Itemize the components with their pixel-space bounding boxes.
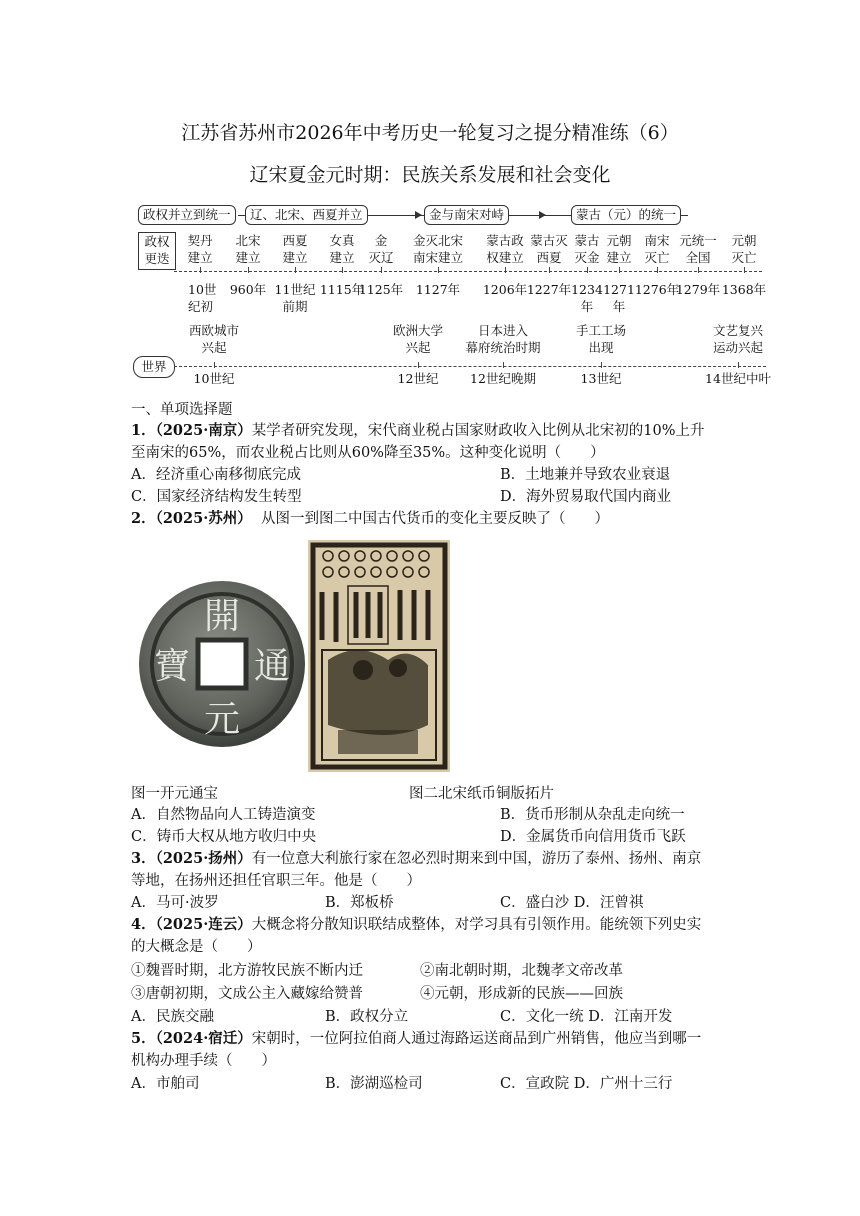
regime-event-name-line: 灭金: [574, 250, 600, 265]
question-stem: 某学者研究发现，宋代商业税占国家财政收入比例从北宋初的10%上升: [251, 423, 705, 439]
regime-event-date-line: 1115年: [319, 282, 365, 297]
regime-event-date-line: 10世: [188, 282, 217, 297]
regime-tick: [438, 267, 439, 273]
world-tick: [503, 362, 504, 368]
kaiyuan-coin-image: [136, 578, 308, 750]
regime-tick: [657, 267, 658, 273]
question-stem: 的大概念是（ ）: [131, 939, 262, 955]
world-event-name-line: 西欧城市: [188, 323, 239, 338]
question-number: 4．: [131, 916, 156, 933]
world-event-name-line: 日本进入: [477, 323, 528, 338]
world-event-name-line: 兴起: [201, 340, 227, 355]
fact-item: ②南北朝时期，北魏孝文帝改革: [420, 963, 623, 979]
phase-pill: 政权并立到统一: [138, 205, 236, 225]
regime-event-name-line: 建立: [282, 250, 308, 265]
option-b[interactable]: B．郑板桥: [325, 895, 394, 911]
question-number: 2．: [131, 510, 156, 527]
regime-event-name-line: 灭辽: [368, 250, 394, 265]
question-source: （2024·宿迁）: [155, 1030, 252, 1047]
regime-event-name-line: 灭亡: [731, 250, 757, 265]
regime-event-name-line: 权建立: [486, 250, 524, 265]
regime-tick: [587, 267, 588, 273]
world-event-name-line: 文艺复兴: [712, 323, 763, 338]
coin-char: 開: [203, 596, 241, 637]
option-c-d[interactable]: C．宣政院 D．广州十三行: [500, 1076, 673, 1092]
question-stem: 等地，在扬州还担任官职三年。他是（ ）: [131, 873, 421, 889]
regime-event-date-line: 1206年: [482, 282, 528, 297]
question-source: （2025·扬州）: [155, 850, 252, 867]
world-event-date: 12世纪: [397, 371, 439, 386]
option-a[interactable]: A．民族交融: [131, 1009, 214, 1025]
option-c-d[interactable]: C．盛白沙 D．汪曾祺: [500, 895, 644, 911]
question-stem: 大概念将分散知识联结成整体，对学习具有引领作用。能统领下列史实: [251, 917, 702, 933]
regime-tick: [381, 267, 382, 273]
option-c-d[interactable]: C．文化一统 D．江南开发: [500, 1009, 673, 1025]
world-event-name-line: 幕府统治时期: [465, 340, 541, 355]
world-event-name: [169, 322, 259, 356]
regime-event-name-line: 蒙古政: [486, 233, 524, 248]
question-stem: 有一位意大利旅行家在忽必烈时期来到中国，游历了泰州、扬州、南京: [251, 851, 702, 867]
regime-label-line: 政权: [144, 234, 170, 249]
world-tick: [214, 362, 215, 368]
regime-event-name-line: 建立: [606, 250, 632, 265]
regime-tick: [698, 267, 699, 273]
option-a[interactable]: A．市舶司: [131, 1076, 200, 1092]
regime-event-name-line: 南宋建立: [412, 250, 463, 265]
option-b[interactable]: B．土地兼并导致农业衰退: [500, 467, 671, 483]
regime-event-date-line: 1368年: [721, 282, 767, 297]
world-tick: [418, 362, 419, 368]
phase-pill: 蒙古（元）的统一: [571, 205, 681, 225]
regime-event-name-line: 元朝: [731, 233, 757, 248]
arrow-icon: [539, 211, 546, 219]
option-b[interactable]: B．政权分立: [325, 1009, 409, 1025]
regime-event-date: [718, 281, 770, 298]
question-source: （2025·苏州）: [155, 510, 252, 527]
option-a[interactable]: A．经济重心南移彻底完成: [131, 467, 301, 483]
regime-event-name-line: 蒙古: [574, 233, 600, 248]
question-number: 1．: [131, 422, 156, 439]
regime-event-name-line: 建立: [329, 250, 355, 265]
regime-tick: [619, 267, 620, 273]
regime-tick: [744, 267, 745, 273]
question-number: 5．: [131, 1030, 156, 1047]
option-d[interactable]: D．海外贸易取代国内商业: [500, 489, 672, 505]
world-event-name-line: 兴起: [405, 340, 431, 355]
world-axis: [174, 366, 766, 367]
world-event-name: [458, 322, 548, 356]
regime-event-name: [402, 232, 474, 266]
regime-event-date-line: 1227年: [526, 282, 572, 297]
regime-tick: [248, 267, 249, 273]
regime-event-date: [269, 281, 321, 315]
world-tick: [738, 362, 739, 368]
option-c[interactable]: C．铸币大权从地方收归中央: [131, 829, 317, 845]
regime-event-date-line: 1271: [603, 282, 635, 297]
regime-event-name-line: 北宋: [235, 233, 261, 248]
document-title: 江苏省苏州市2026年中考历史一轮复习之提分精准练（6）: [181, 122, 679, 144]
world-event-name-line: 手工工场: [575, 323, 626, 338]
regime-event-name-line: 元统一: [679, 233, 717, 248]
song-paper-money-image: [308, 540, 450, 772]
question-source: （2025·南京）: [155, 422, 252, 439]
world-tick: [601, 362, 602, 368]
document-subtitle: 辽宋夏金元时期：民族关系发展和社会变化: [249, 164, 611, 186]
phase-pill: 辽、北宋、西夏并立: [245, 205, 368, 225]
regime-event-name: [708, 232, 780, 266]
world-event-name: [556, 322, 646, 356]
regime-event-date-line: 1127年: [415, 282, 461, 297]
question-5: [131, 1028, 741, 1072]
regime-event-date-line: 纪初: [188, 299, 214, 314]
question-1: [131, 420, 741, 464]
regime-event-date-line: 1125年: [358, 282, 404, 297]
regime-event-date: [412, 281, 464, 298]
regime-event-name-line: 元朝: [606, 233, 632, 248]
coin-char: 元: [203, 699, 241, 740]
regime-tick: [549, 267, 550, 273]
question-3: [131, 848, 741, 892]
question-stem: 机构办理手续（ ）: [131, 1053, 276, 1069]
question-stem: 宋朝时，一位阿拉伯商人通过海路运送商品到广州销售，他应当到哪一: [251, 1031, 702, 1047]
regime-event-date-line: 1279年: [675, 282, 721, 297]
world-event-name: [373, 322, 463, 356]
option-a[interactable]: A．马可·波罗: [131, 895, 219, 911]
regime-event-name-line: 南宋: [644, 233, 670, 248]
figure-2-caption: 图二北宋纸币铜版拓片: [409, 786, 554, 802]
regime-axis: [174, 271, 762, 272]
regime-event-date: [222, 281, 274, 298]
coin-char: 通: [253, 646, 291, 687]
regime-event-name-line: 契丹: [187, 233, 213, 248]
regime-event-date-line: 年: [580, 299, 594, 314]
regime-event-name-line: 全国: [685, 250, 711, 265]
regime-event-name-line: 西夏: [536, 250, 562, 265]
coin-char: 寶: [153, 646, 191, 687]
regime-event-date-line: 年: [612, 299, 626, 314]
regime-event-name-line: 建立: [235, 250, 261, 265]
regime-tick: [200, 267, 201, 273]
arrow-icon: [415, 211, 422, 219]
regime-event-name-line: 女真: [329, 233, 355, 248]
world-event-date: 14世纪中叶: [705, 371, 771, 386]
regime-event-date-line: 960年: [229, 282, 267, 297]
regime-event-date-line: 1234: [571, 282, 603, 297]
regime-event-date: [355, 281, 407, 298]
fact-item: ①魏晋时期，北方游牧民族不断内迁: [131, 963, 363, 979]
world-event-date: 12世纪晚期: [470, 371, 536, 386]
regime-tick: [505, 267, 506, 273]
regime-event-date-line: 前期: [282, 299, 308, 314]
phase-pill: 金与南宋对峙: [424, 205, 509, 225]
figure-1-caption: 图一开元通宝: [131, 786, 218, 802]
question-stem: 从图一到图二中国古代货币的变化主要反映了（ ）: [260, 511, 609, 527]
world-event-date: 13世纪: [580, 371, 622, 386]
world-event-date: 10世纪: [193, 371, 235, 386]
fact-item: ③唐朝初期，文成公主入藏嫁给赞普: [131, 986, 363, 1002]
world-event-name-line: 出现: [588, 340, 614, 355]
regime-label-line: 更迭: [144, 251, 170, 266]
regime-event-date: [188, 281, 218, 315]
option-b[interactable]: B．货币形制从杂乱走向统一: [500, 807, 685, 823]
regime-event-name-line: 金灭北宋: [412, 233, 463, 248]
regime-event-name-line: 金: [374, 233, 388, 248]
regime-tick: [295, 267, 296, 273]
section-heading: 一、单项选择题: [131, 402, 233, 418]
regime-event-name-line: 西夏: [282, 233, 308, 248]
option-a[interactable]: A．自然物品向人工铸造演变: [131, 807, 316, 823]
fact-item: ④元朝，形成新的民族——回族: [420, 986, 623, 1002]
regime-event-name-line: 灭亡: [644, 250, 670, 265]
question-source: （2025·连云）: [155, 916, 252, 933]
regime-event-name-line: 建立: [187, 250, 213, 265]
regime-event-date: [672, 281, 724, 298]
regime-tick: [342, 267, 343, 273]
regime-event-date-line: 1276年: [634, 282, 680, 297]
question-stem: 至南宋的65%，而农业税占比则从60%降至35%。这种变化说明（ ）: [131, 445, 605, 461]
world-event-name-line: 欧洲大学: [392, 323, 443, 338]
regime-event-date-line: 11世纪: [274, 282, 316, 297]
option-c[interactable]: C．国家经济结构发生转型: [131, 489, 302, 505]
question-number: 3．: [131, 850, 156, 867]
world-row-label: 世界: [133, 356, 175, 378]
world-event-name-line: 运动兴起: [712, 340, 763, 355]
question-2: [131, 508, 741, 530]
option-b[interactable]: B．澎湖巡检司: [325, 1076, 423, 1092]
regime-event-name-line: 蒙古灭: [530, 233, 568, 248]
option-d[interactable]: D．金属货币向信用货币飞跃: [500, 829, 686, 845]
world-event-name: [693, 322, 783, 356]
question-4: [131, 914, 741, 958]
